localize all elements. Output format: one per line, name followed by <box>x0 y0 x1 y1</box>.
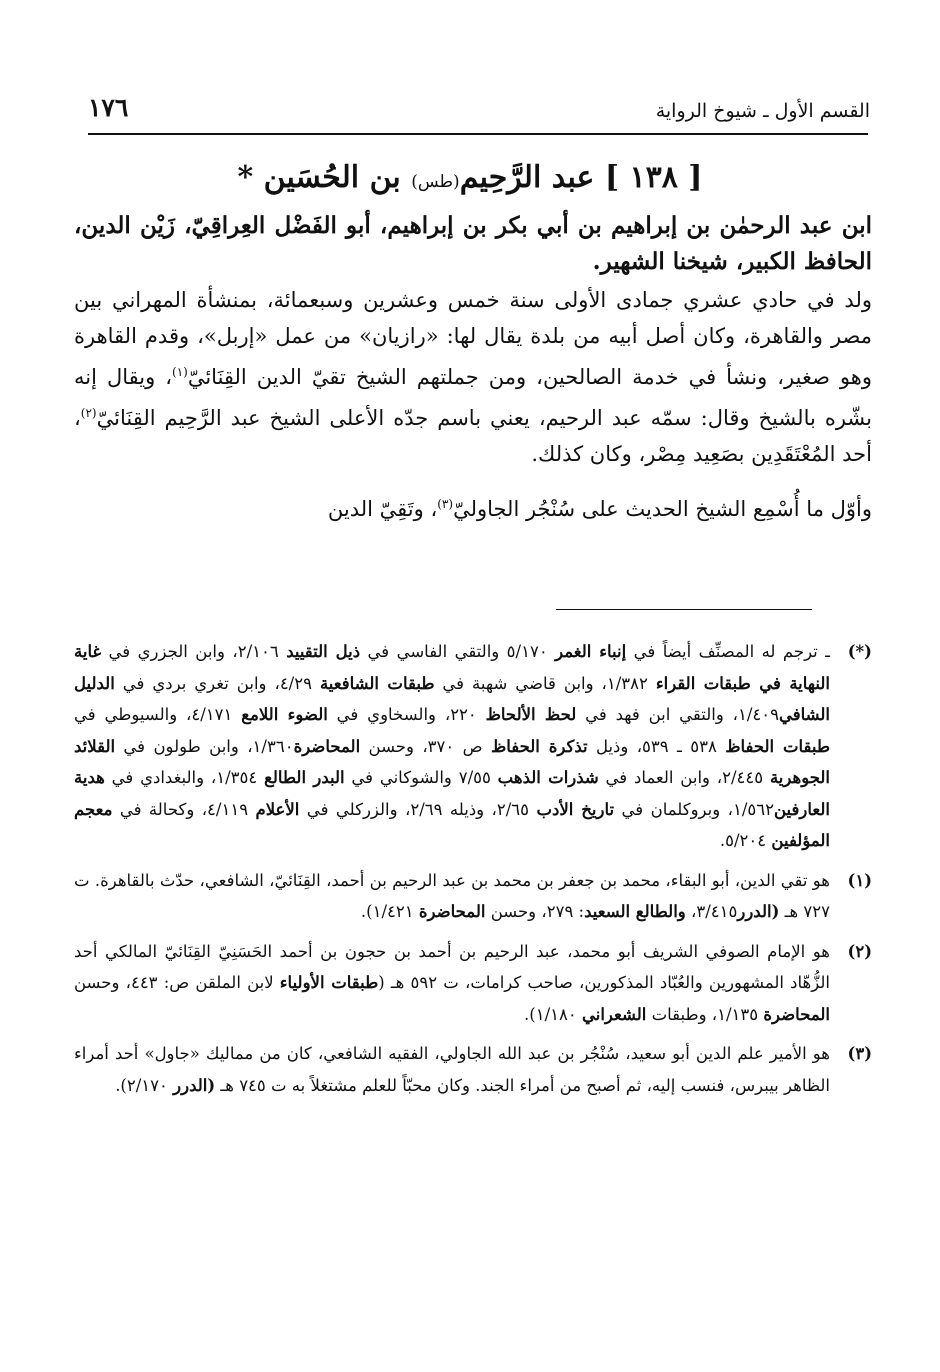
footnote-text <box>74 636 830 857</box>
main-text <box>74 208 872 527</box>
footnote-source-title: تذكرة الحفاظ <box>490 736 588 756</box>
footnote-source-title: الشعراني <box>582 1004 647 1024</box>
entry-title-main: [ ١٣٨ ] عبد الرَّحِيم <box>459 160 703 195</box>
footnote-source-title: الدليل الشافي <box>74 673 830 724</box>
footnote-segment: ١/٤٠٩، والتقي ابن فهد في <box>576 705 779 724</box>
footnote-source-title: الأعلام <box>255 799 300 819</box>
paragraph-first-hearing-b: ، وتَقِيّ الدين <box>327 497 438 521</box>
footnote-2 <box>74 936 872 1031</box>
footnote-segment: ٢/١٧٠). <box>115 1075 174 1095</box>
footnote-text <box>74 936 830 1031</box>
footnote-source-title: المحاضرة <box>293 736 361 756</box>
footnote-3 <box>74 1038 872 1101</box>
footnote-ref-3: (٣) <box>437 497 454 511</box>
footnote-source-title: ذيل التقييد <box>286 642 361 661</box>
footnote-segment: : ٢٧٩، وحسن <box>485 902 585 921</box>
footnote-source-title: والطالع السعيد <box>584 902 686 921</box>
footnote-segment: ٥/١٧٠ والتقي الفاسي في <box>360 642 556 661</box>
paragraph-birth-c: ، أحد المُعْتَقَدِين بصَعِيد مِصْر، وكان كذلك. <box>74 406 872 466</box>
paragraph-first-hearing <box>74 486 872 527</box>
footnote-source-title: تاريخ الأدب <box>536 799 615 819</box>
footnote-source-title: القلائد الجوهرية <box>74 736 830 787</box>
footnote-segment: ١/٣٨٢، وابن قاضي شهبة في <box>434 673 656 693</box>
running-title: القسم الأول ـ شيوخ الرواية <box>655 100 870 122</box>
footnote-source-title: طبقات الشافعية <box>319 673 435 693</box>
paragraph-birth-b: ، ويقال إنه بشّره بالشيخ وقال: سمّه عبد الرحيم، يعني باسم جدّه الأعلى الشيخ عبد الرَّحِيم القِنَائيّ <box>74 365 872 430</box>
footnote-segment: لابن الملقن ص: ٤٤٣، وحسن <box>74 973 280 992</box>
footnote-segment: ـ ترجم له المصنِّف أيضاً في <box>626 642 831 661</box>
footnote-segment: ٤/١١٩، وكحالة في <box>112 799 256 819</box>
footnote-ref-1: (١) <box>172 365 188 379</box>
footnote-mark: (*) <box>847 642 872 661</box>
entry-lineage: ابن عبد الرحمٰن بن إبراهيم بن أبي بكر بن إبراهيم، أبو الفَضْل العِراقِيّ، زَيْن الدين، الحافظ الكبير، شيخنا الشهير. <box>74 212 872 275</box>
footnote-source-title: المحاضرة <box>418 902 486 921</box>
footnote-segment: ١/٣٥٤، والبغدادي في <box>104 768 265 787</box>
footnote-segment: ٧/٥٥ والشوكاني في <box>344 768 498 787</box>
footnote-text <box>74 865 830 928</box>
footnote-segment: ٤/٢٩، وابن تغري بردي في <box>114 673 320 693</box>
footnote-segment: ١/٣٦٠، وابن طولون في <box>115 736 294 756</box>
footnote-segment: هو تقي الدين، أبو البقاء، محمد بن جعفر بن محمد بن عبد الرحيم بن أحمد، القِنَائيّ، الشافعي، حدّث بالقاهرة. ت ٧٢٧ هـ <box>74 870 830 921</box>
footnote-divider <box>556 609 812 610</box>
footnote-segment: ٤/١٧١، والسيوطي في <box>74 705 242 724</box>
page-number: ١٧٦ <box>88 93 129 122</box>
footnote-segment: ٣/٤١٥، <box>685 902 738 921</box>
paragraph-birth <box>74 282 872 472</box>
entry-title-rest: بن الحُسَين * <box>237 160 401 195</box>
footnote-segment: هو الإمام الصوفي الشريف أبو محمد، عبد الرحيم بن أحمد بن حجون بن أحمد الحَسَنِيّ القِنَائيّ المالكي أحد الزُّهّاد المشهورين والعُبّاد المذكورين، صاحب كرامات، ت ٥٩٢ هـ ( <box>74 941 830 992</box>
footnote-mark: (١) <box>847 870 872 890</box>
footnote-segment: ١/٥٦٢، وبروكلمان في <box>614 799 774 819</box>
footnotes <box>74 636 872 1109</box>
footnote-source-title: هدية العارفين <box>74 768 830 819</box>
footnote-source-title: شذرات الذهب <box>497 768 599 787</box>
footnote-mark: (٢) <box>847 941 872 961</box>
entry-title <box>180 160 760 195</box>
footnote-source-title: المحاضرة <box>763 1004 830 1024</box>
footnote-text <box>74 1038 830 1101</box>
entry-tag: (طس) <box>411 172 460 192</box>
footnote-segment: ٢/٦٥، وذيله ٢/٦٩، والزركلي في <box>299 799 537 819</box>
footnote-source-title: غاية النهاية في طبقات القراء <box>74 642 830 693</box>
header-divider <box>88 133 868 135</box>
footnote-segment: ٥/٢٠٤. <box>719 831 772 850</box>
footnote-segment: ٢٢٠، والسخاوي في <box>327 705 486 724</box>
footnote-mark: (٣) <box>847 1044 872 1063</box>
footnote-source-title: لحظ الألحاظ <box>485 705 577 724</box>
paragraph-birth-a: ولد في حادي عشري جمادى الأولى سنة خمس وعشرين وسبعمائة، بمنشأة المهراني بين مصر والقاهرة، وكان أصل أبيه من بلدة يقال لها: «رازيان» من عمل «إربل»، وقدم القاهرة وهو صغير، ونشأ في خدمة الصالحين، ومن جملتهم الشيخ تقيّ الدين القِنَائيّ <box>74 288 872 389</box>
page-header <box>88 84 870 122</box>
footnote-1 <box>74 865 872 928</box>
footnote-source-title: إنباء الغمر <box>555 642 627 661</box>
footnote-segment: ص ٣٧٠، وحسن <box>360 736 491 756</box>
footnote-source-title: الضوء اللامع <box>241 705 328 724</box>
footnote-segment: هو الأمير علم الدين أبو سعيد، سُنْجُر بن عبد الله الجاولي، الفقيه الشافعي، كان من مماليك «جاول» أحد أمراء الظاهر بيبرس، فنسب إليه، ثم أصبح من أمراء الجند. وكان محبّاً للعلم مشتغلاً به ت ٧٤٥ هـ <box>74 1044 830 1095</box>
footnote-source-title: طبقات الأولياء <box>279 973 379 992</box>
footnote-source-title: البدر الطالع <box>264 768 345 787</box>
footnote-source-title: طبقات الحفاظ <box>725 736 830 756</box>
footnote-segment: ٢/١٠٦، وابن الجزري في <box>101 642 287 661</box>
footnote-ref-2: (٢) <box>80 406 97 420</box>
paragraph-first-hearing-a: وأوّل ما أُسْمِع الشيخ الحديث على سُنْجُر الجاوليّ <box>453 497 872 521</box>
footnote-source-title: (الدرر <box>737 902 780 921</box>
footnote-segment: ١/١٨٠). <box>524 1004 582 1024</box>
footnote-segment: ٢/٤٤٥، وابن العماد في <box>598 768 770 787</box>
footnote-segment: ١/١٣٥، وطبقات <box>646 1004 764 1024</box>
footnote-star <box>74 636 872 857</box>
footnote-segment: ١/٤٢١). <box>360 902 419 921</box>
footnote-segment: ٥٣٨ ـ ٥٣٩، وذيل <box>587 736 726 756</box>
footnote-source-title: معجم المؤلفين <box>74 799 830 850</box>
footnote-source-title: (الدرر <box>173 1075 216 1095</box>
